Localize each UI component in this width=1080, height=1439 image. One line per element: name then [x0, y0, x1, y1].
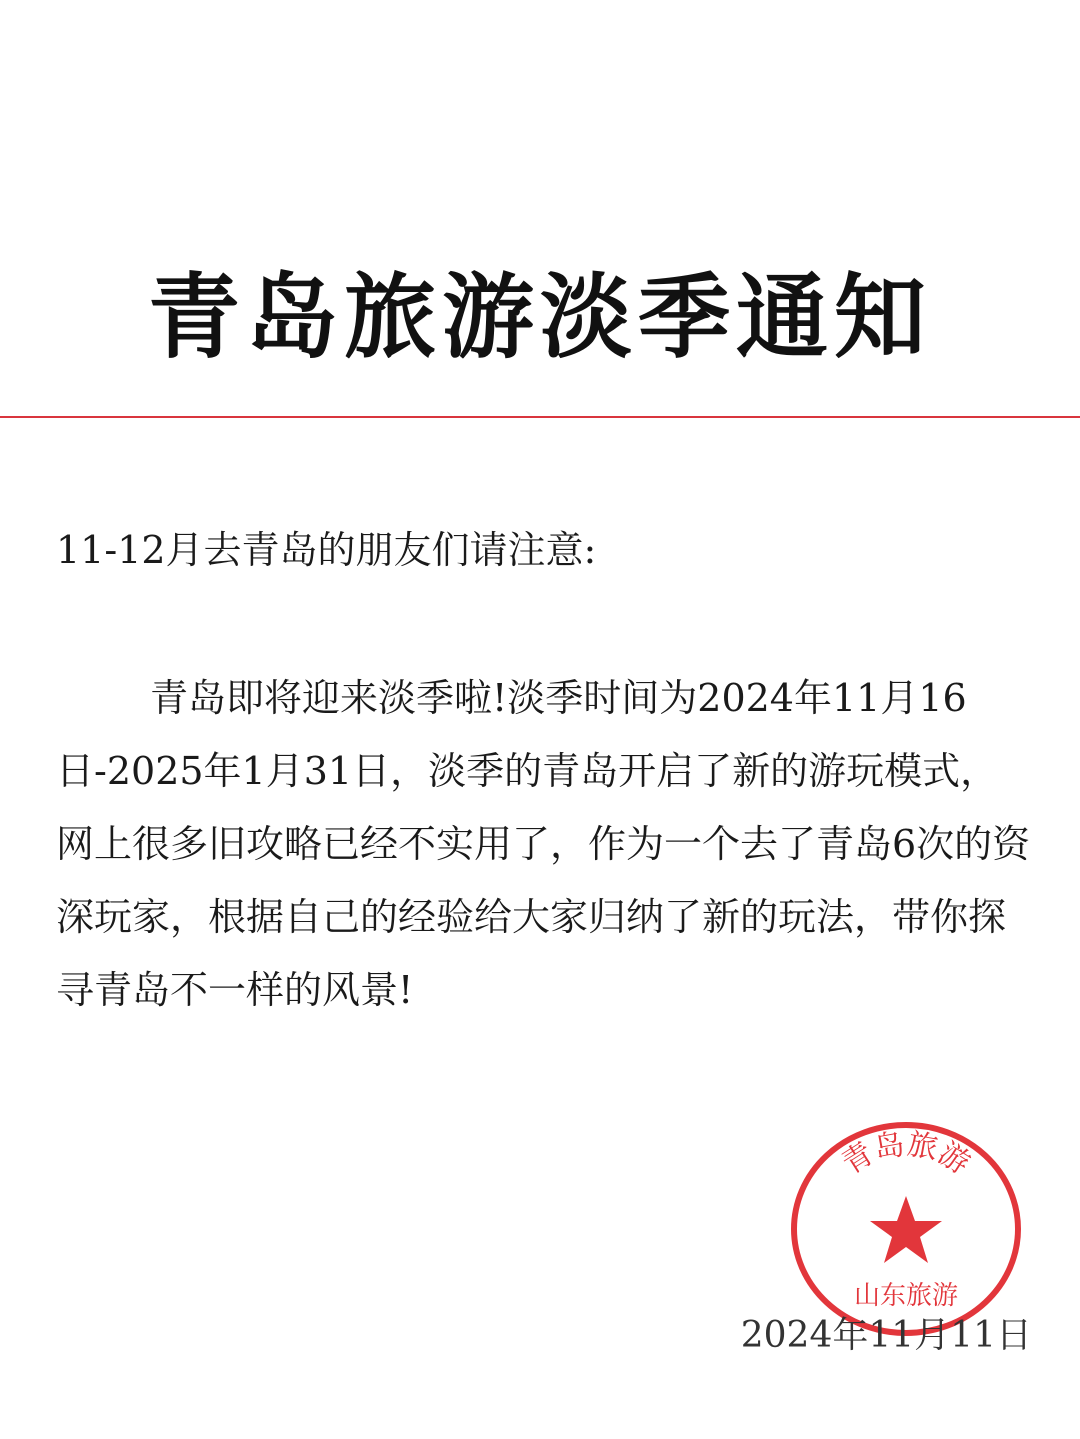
page-title: 青岛旅游淡季通知 [147, 263, 932, 371]
greeting-text: 11-12月去青岛的朋友们请注意: [56, 528, 597, 572]
seal-bottom-text: 山东旅游 [853, 1281, 959, 1311]
seal-graphic [786, 1118, 1026, 1340]
body-paragraph: 青岛即将迎来淡季啦!淡季时间为2024年11月16日-2025年1月31日，淡季的青岛开启了新的游玩模式，网上很多旧攻略已经不实用了，作为一个去了青岛6次的资深玩家，根据自己的经验给大家归纳了新的玩法，带你探寻青岛不一样的风景! [56, 676, 1031, 1012]
official-seal [786, 1118, 1026, 1340]
seal-top-text: 青岛旅游 [836, 1126, 976, 1182]
document-date: 2024年11月11日 [740, 1315, 1032, 1356]
star-icon [870, 1196, 942, 1263]
divider-line [0, 416, 1080, 418]
